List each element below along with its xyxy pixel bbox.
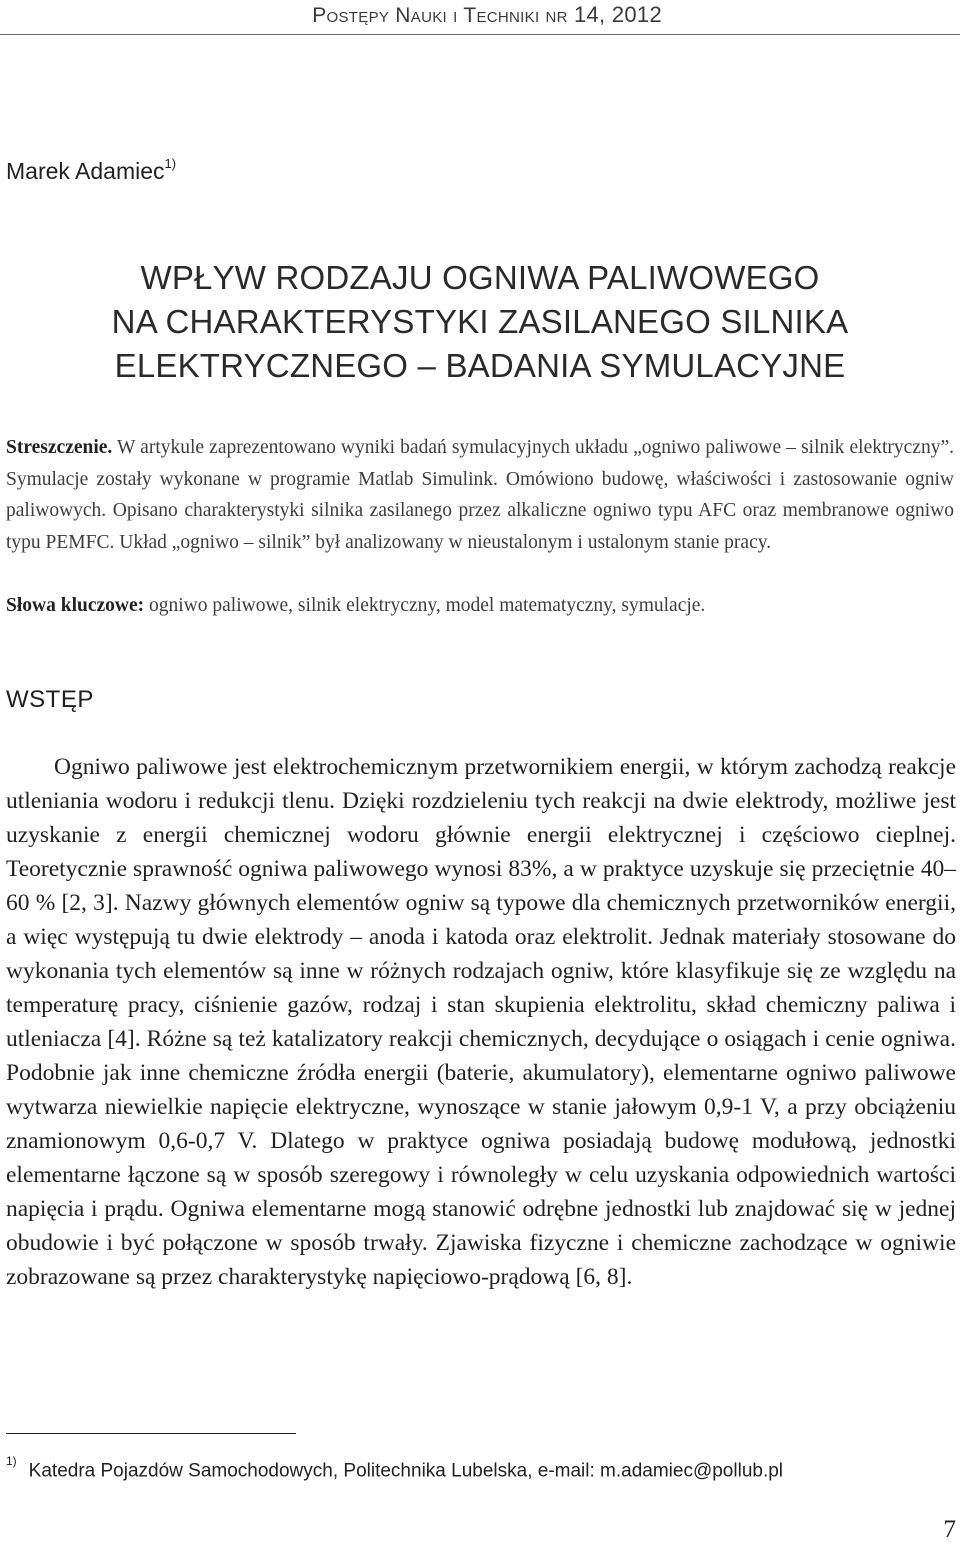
keywords bbox=[6, 590, 954, 622]
title-line: WPŁYW RODZAJU OGNIWA PALIWOWEGO bbox=[140, 259, 820, 296]
author-name: Marek Adamiec bbox=[6, 158, 165, 184]
author-footnote-marker: 1) bbox=[164, 156, 177, 172]
footnote-text: Katedra Pojazdów Samochodowych, Politechnika Lubelska, e-mail: m.adamiec@pollub.pl bbox=[28, 1460, 784, 1482]
abstract bbox=[6, 432, 954, 558]
keywords-text: ogniwo paliwowe, silnik elektryczny, model matematyczny, symulacje. bbox=[149, 595, 706, 616]
footnote bbox=[6, 1454, 784, 1482]
header-rule bbox=[0, 34, 960, 35]
journal-issue: 14, 2012 bbox=[573, 2, 662, 27]
footnote-marker: 1) bbox=[6, 1454, 17, 1468]
article-title bbox=[0, 256, 960, 388]
abstract-label: Streszczenie. bbox=[6, 437, 113, 458]
title-line: ELEKTRYCZNEGO – BADANIA SYMULACYJNE bbox=[114, 347, 846, 384]
footnote-rule bbox=[6, 1433, 296, 1434]
journal-name: Postępy Nauki i Techniki nr bbox=[312, 4, 568, 27]
body-paragraph: Ogniwo paliwowe jest elektrochemicznym przetwornikiem energii, w którym zachodzą reakcje utleniania wodoru i redukcji tlenu. Dzięki rozdzieleniu tych reakcji na dwie elektrody, możliwe jest uzyskanie z energii chemicznej wodoru głównie energii elektrycznej i częściowo cieplnej. Teoretycznie sprawność ogniwa paliwowego wynosi 83%, a w praktyce uzyskuje się przeciętnie 40–60 % [2, 3]. Nazwy głównych elementów ogniw są typowe dla chemicznych przetworników energii, a więc występują tu dwie elektrody – anoda i katoda oraz elektrolit. Jednak materiały stosowane do wykonania tych elementów są inne w różnych rodzajach ogniw, które klasyfikuje się ze względu na temperaturę pracy, ciśnienie gazów, rodzaj i stan skupienia elektrolitu, skład chemiczny paliwa i utleniacza [4]. Różne są też katalizatory reakcji chemicznych, decydujące o osiągach i cenie ogniwa. Podobnie jak inne chemiczne źródła energii (baterie, akumulatory), elementarne ogniwo paliwowe wytwarza niewielkie napięcie elektryczne, wynoszące w stanie jałowym 0,9-1 V, a przy obciążeniu znamionowym 0,6-0,7 V. Dlatego w praktyce ogniwa posiadają budowę modułową, jednostki elementarne łączone są w sposób szeregowy i równoległy w celu uzyskania odpowiednich wartości napięcia i prądu. Ogniwa elementarne mogą stanowić odrębne jednostki lub znajdować się w jednej obudowie i być połączone w sposób trwały. Zjawiska fizyczne i chemiczne zachodzące w ogniwie zobrazowane są przez charakterystykę napięciowo-prądową [6, 8]. bbox=[6, 754, 956, 1290]
abstract-text: W artykule zaprezentowano wyniki badań symulacyjnych układu „ogniwo paliwowe – silnik elektryczny”. Symulacje zostały wykonane w programie Matlab Simulink. Omówiono budowę, właściwości i zastosowanie ogniw paliwowych. Opisano charakterystyki silnika zasilanego przez alkaliczne ogniwo typu AFC oraz membranowe ogniwo typu PEMFC. Układ „ogniwo – silnik” był analizowany w nieustalonym i ustalonym stanie pracy. bbox=[6, 437, 954, 553]
author-line bbox=[6, 158, 176, 185]
page-number: 7 bbox=[943, 1516, 956, 1543]
running-head bbox=[312, 2, 662, 28]
keywords-label: Słowa kluczowe: bbox=[6, 595, 145, 616]
title-line: NA CHARAKTERYSTYKI ZASILANEGO SILNIKA bbox=[111, 303, 849, 340]
section-heading: WSTĘP bbox=[6, 686, 94, 713]
